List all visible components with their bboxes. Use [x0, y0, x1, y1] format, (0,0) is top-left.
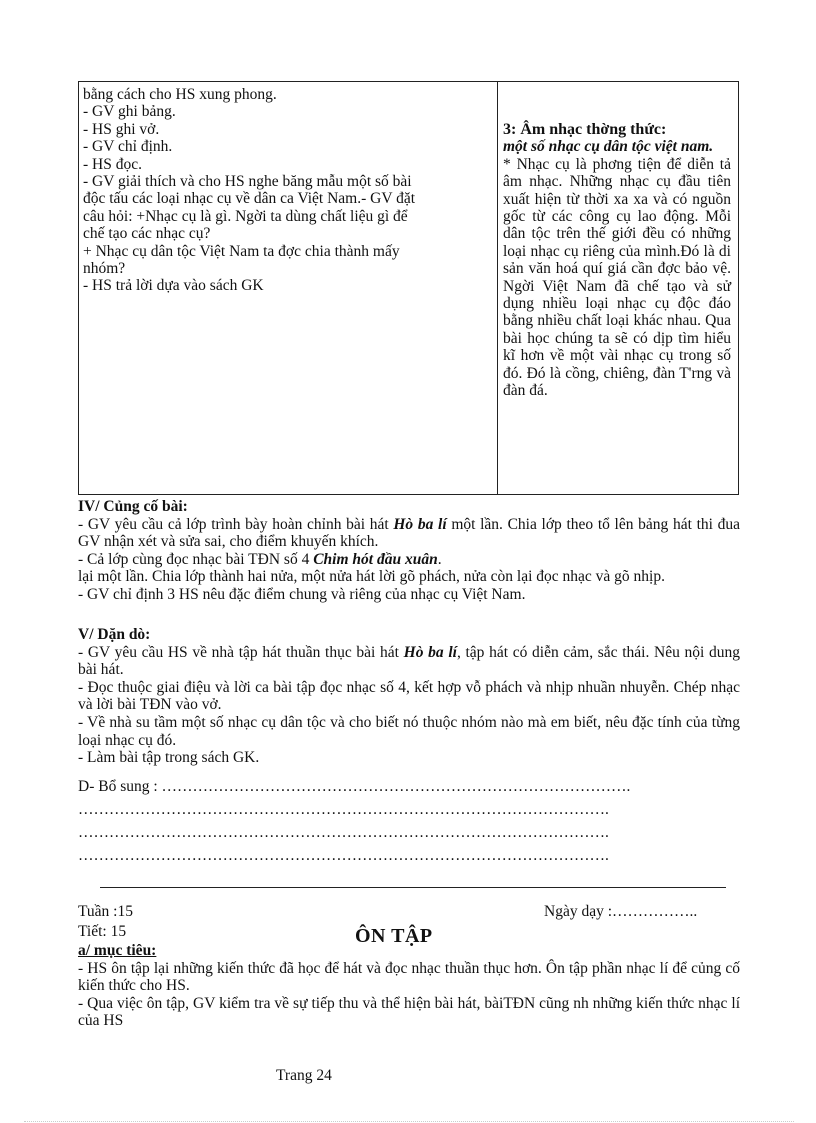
content-cell — [503, 121, 731, 400]
supplement-line: …………………………………………………………………………………………. — [78, 824, 609, 841]
consolidation-line: - GV yêu cầu cả lớp trình bày hoàn chỉnh bài hát Hò ba lí một lần. Chia lớp theo tổ lên bảng hát thi đua GV nhận xét và sửa sai, cho điểm khuyến khích. — [78, 515, 740, 551]
supplement-line: …………………………………………………………………………………………. — [78, 801, 609, 818]
table-column-divider — [497, 82, 498, 494]
consolidation-section — [78, 498, 740, 604]
table-line: - GV chỉ định. — [83, 138, 173, 156]
song-title: Chim hót đầu xuân — [313, 550, 438, 568]
teaching-date: Ngày dạy :…………….. — [544, 903, 698, 920]
table-line: nhóm? — [83, 260, 126, 278]
table-line: bằng cách cho HS xung phong. — [83, 86, 277, 103]
period-label: Tiết: 15 — [78, 923, 127, 940]
table-line: câu hỏi: +Nhạc cụ là gì. Ngời ta dùng chất liệu gì để — [83, 207, 408, 225]
table-line: - HS ghi vở. — [83, 120, 160, 138]
supplement-section — [78, 775, 740, 867]
song-title: Hò ba lí — [403, 643, 457, 661]
consolidation-title: IV/ Củng cố bài: — [78, 498, 188, 515]
homework-line: - Đọc thuộc giai điệu và lời ca bài tập đọc nhạc số 4, kết hợp vỗ phách và nhịp nhuần nhuyễn. Chép nhạc và lời bài TĐN vào vở. — [78, 678, 740, 714]
table-line: - HS trả lời dựa vào sách GK — [83, 277, 264, 295]
lesson-table — [78, 81, 739, 495]
objective-line: - Qua việc ôn tập, GV kiểm tra về sự tiếp thu và thể hiện bài hát, bàiTĐN cũng nh những kiến thức nhạc lí của HS — [78, 994, 740, 1030]
week-label: Tuần :15 — [78, 903, 133, 920]
consolidation-line: lại một lần. Chia lớp thành hai nửa, một nửa hát lời gõ phách, nửa còn lại đọc nhạc và gõ nhịp. — [78, 568, 665, 586]
song-title: Hò ba lí — [393, 515, 447, 533]
teacher-activity-cell — [83, 86, 493, 295]
objectives-section — [78, 942, 740, 1030]
consolidation-line: - Cả lớp cùng đọc nhạc bài TĐN số 4 Chim hót đầu xuân. — [78, 550, 442, 568]
supplement-line: D- Bổ sung : ………………………………………………………………………………. — [78, 778, 631, 795]
section-heading: 3: Âm nhạc thờng thức: — [503, 121, 667, 138]
table-line: - HS đọc. — [83, 155, 142, 173]
homework-section — [78, 626, 740, 767]
objective-title: a/ mục tiêu: — [78, 942, 157, 959]
table-line: chế tạo các nhạc cụ? — [83, 225, 211, 243]
lesson-title: ÔN TẬP — [355, 925, 433, 947]
section-divider — [100, 887, 726, 888]
supplement-line: …………………………………………………………………………………………. — [78, 847, 609, 864]
table-line: độc tấu các loại nhạc cụ về dân ca Việt Nam.- GV đặt — [83, 190, 416, 208]
homework-line: - Làm bài tập trong sách GK. — [78, 749, 260, 767]
table-line: - GV giải thích và cho HS nghe băng mẫu một số bài — [83, 173, 412, 191]
homework-line: - GV yêu cầu HS về nhà tập hát thuần thục bài hát Hò ba lí, tập hát có diễn cảm, sắc thái. Nêu nội dung bài hát. — [78, 643, 740, 679]
table-line: + Nhạc cụ dân tộc Việt Nam ta đợc chia thành mấy — [83, 242, 400, 260]
homework-line: - Về nhà su tầm một số nhạc cụ dân tộc và cho biết nó thuộc nhóm nào mà em biết, nêu đặc tính của từng loại nhạc cụ đó. — [78, 713, 740, 749]
table-line: - GV ghi bảng. — [83, 103, 176, 121]
page-number: Trang 24 — [276, 1067, 332, 1084]
supplement-label: D- Bổ sung : — [78, 778, 162, 795]
section-body: * Nhạc cụ là phơng tiện để diễn tả âm nhạc. Những nhạc cụ đầu tiên xuất hiện từ thời xa xa và có nguồn gốc từ các công cụ lao động. Mỗi dân tộc trên thế giới đều có những loại nhạc cụ riêng của mình.Đó là di sản văn hoá quí giá cần đợc bảo vệ. Ngời Việt Nam đã chế tạo và sử dụng nhiều loại nhạc cụ độc đáo bằng nhiều chất loại khác nhau. Qua bài học chúng ta sẽ có dịp tìm hiểu kĩ hơn về một vài nhạc cụ trong số đó. Đó là cồng, chiêng, đàn T'rng và đàn đá. — [503, 155, 731, 400]
page-bottom-border — [24, 1121, 794, 1122]
homework-title: V/ Dặn dò: — [78, 626, 151, 643]
objective-line: - HS ôn tập lại những kiến thức đã học để hát và đọc nhạc thuần thục hơn. Ôn tập phần nhạc lí để củng cố kiến thức cho HS. — [78, 959, 740, 995]
section-subheading: một số nhạc cụ dân tộc việt nam. — [503, 138, 714, 156]
consolidation-line: - GV chỉ định 3 HS nêu đặc điểm chung và riêng của nhạc cụ Việt Nam. — [78, 585, 526, 603]
